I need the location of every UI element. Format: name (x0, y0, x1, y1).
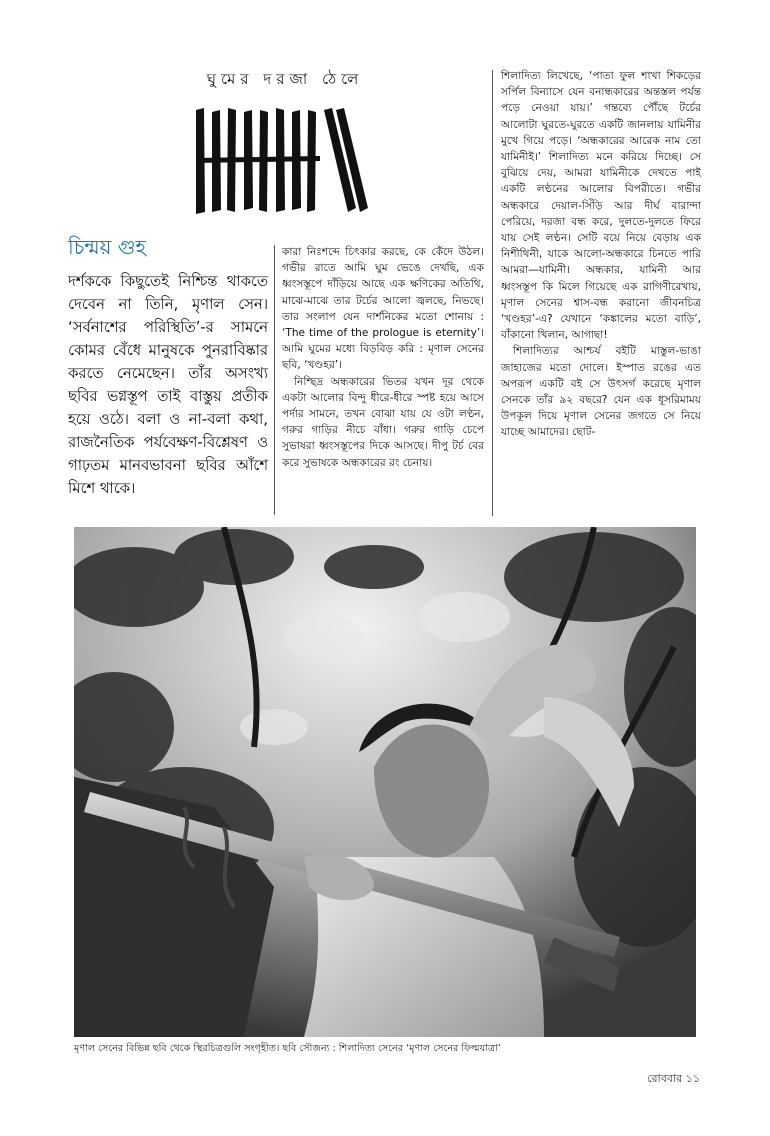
page-folio: রোববার ১১ (647, 1072, 700, 1085)
body-paragraph: কারা নিঃশব্দে চিৎকার করছে, কে কেঁদে উঠল। গভীর রাতে আমি ঘুম ভেঙে দেখছি, এক ধ্বংসস্তূপে দাঁড়িয়ে আছে এক ক্ষণিকের অতিথি, মাঝে-মাঝে তার টর্চের আলো জ্বলছে, নিভছে। তার সংলাপ যেন দার্শনিকের মতো শোনায় : ‘The time of the prologue is eternity’। আমি ঘুমের মধ্যে বিড়বিড় করি : মৃণাল সেনের ছবি, ‘খণ্ডহর’। (282, 246, 484, 372)
film-still-illustration (74, 527, 696, 1037)
body-paragraph: নিশ্ছিদ্র অন্ধকারের ভিতর যখন দূর থেকে একটা আলোর বিন্দু ধীরে-ধীরে স্পষ্ট হয়ে আসে পর্দার সামনে, তখন বোঝা যায় যে ওটা লণ্ঠন, গরুর গাড়ির নীচে বাঁধা। গরুর গাড়ি চেপে সুভাষরা ধ্বংসস্তূপের দিকে আসছে। দীপু টর্চ বের করে সুভাষকে অন্ধকারের রং চেনায়। (282, 375, 484, 469)
title-stripes (196, 108, 368, 214)
title-art (190, 100, 370, 220)
article-column-right (501, 68, 701, 441)
body-paragraph: শিলাদিত্য লিখেছে, ‘পাতা ফুল শাখা শিকড়ের সর্পিল বিন্যাসে যেন বনান্ধকারের অন্তস্তল পর্যন্ত পড়ে নেওয়া যায়।’ গন্তব্যে পৌঁছে টর্চের আলোটা ঘুরতে-ঘুরতে একটি জানলায় যামিনীর মুখে গিয়ে পড়ে। ‘অন্ধকারের আরেক নাম তো যামিনীই।’ শিলাদিত্য মনে করিয়ে দিচ্ছে। সে বুঝিয়ে দেয়, আমরা যামিনীকে দেখতে পাই একটি লণ্ঠনের আলোর বিপরীতে। গভীর অন্ধকারে দেয়াল-সিঁড়ি আর দীর্ঘ বারান্দা পেরিয়ে, দরজা বন্ধ করে, দুলতে-দুলতে ফিরে যায় সেই লণ্ঠন। সেটি বয়ে নিয়ে বেড়ায় এক নিশীথিনী, যাকে আলো-অন্ধকারে চিনতে পারি আমরা—যামিনী। অন্ধকার, যামিনী আর ধ্বংসস্তূপ কি মিলে গিয়েছে এক রাগিণীরেখায়, মৃণাল সেনের শ্বাস-বন্ধ করানো জীবনচিত্র ‘খণ্ডহর’-এ? যেখানে ‘কঙ্কালের মতো বাড়ি’, বাঁকানো খিলান, আগাছা! (501, 70, 701, 342)
column-rule-2 (492, 70, 493, 516)
body-paragraph: শিলাদিত্যর আশ্চর্য বইটি মাস্তুল-ভাঙা জাহাজের মতো দোলে। ইস্পাত রঙের এত অপরূপ একটি বই সে উৎসর্গ করেছে মৃণাল সেনকে তাঁর ৯২ বছরে? যেন এক ধূসরিমাময় উপকূল দিয়ে মৃণাল সেনের জগতে সে নিয়ে যাচ্ছে আমাদের। ছোট- (501, 345, 701, 439)
photo-caption: মৃণাল সেনের বিভিন্ন ছবি থেকে স্থিরচিত্রগুলি সংগৃহীত। ছবি সৌজন্য : শিলাদিত্য সেনের ‘মৃণাল সেনের ফিল্মযাত্রা’ (74, 1043, 501, 1054)
lead-paragraph: দর্শককে কিছুতেই নিশ্চিন্ত থাকতে দেবেন না তিনি, মৃণাল সেন। ‘সর্বনাশের পরিস্থিতি’-র সামনে কোমর বেঁধে মানুষকে পুনরাবিষ্কার করতে নেমেছেন। তাঁর অসংখ্য ছবির ভগ্নস্তূপ তাই বাস্তুয় প্রতীক হয়ে ওঠে। বলা ও না-বলা কথা, রাজনৈতিক পর্যবেক্ষণ-বিশ্লেষণ ও গাঢ়তম মানবভাবনা ছবির আঁশে মিশে থাকে। (68, 273, 268, 497)
kicker-headline: ঘুমের দরজা ঠেলে (206, 70, 364, 88)
author-byline: চিন্ময় গুহ (68, 235, 147, 259)
film-still-photo (74, 527, 696, 1037)
article-column-middle (282, 244, 484, 471)
column-rule-1 (274, 245, 275, 515)
